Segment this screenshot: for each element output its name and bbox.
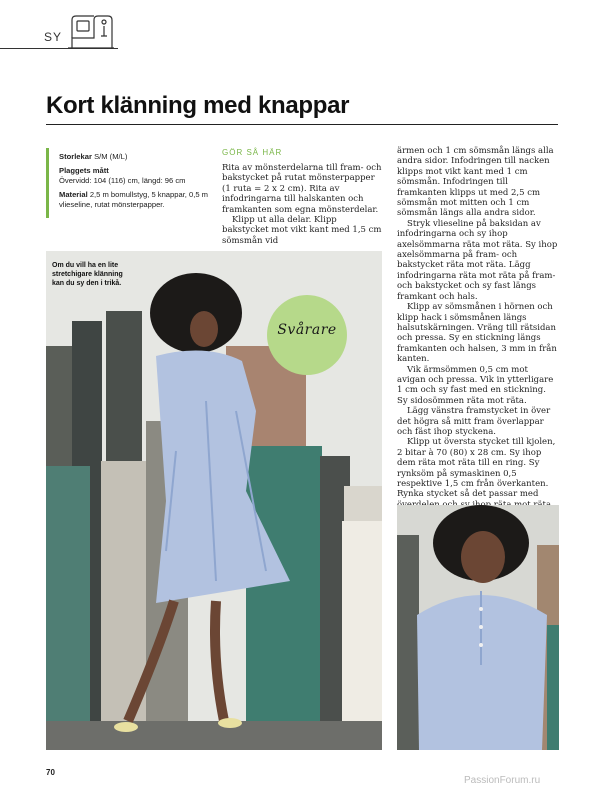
material-label: Material: [59, 189, 88, 199]
paragraph: Vik ärmsömmen 0,5 cm mot avigan och pressa. Vik in ytterligare 1 cm och sy fast med en stickning. Sy sidosömmen räta mot räta.: [397, 364, 554, 406]
paragraph: Klipp ut översta stycket till kjolen, 2 bitar à 70 (80) x 28 cm. Sy ihop dem räta mot räta till en ring. Sy rynksöm på symaskinen 0,5 respektive 1,5 cm från överkanten. Rynka stycket så det passar med: [397, 437, 556, 500]
difficulty-badge-label: Svårare: [277, 322, 337, 338]
measure-value: Övervidd: 104 (116) cm, längd: 96 cm: [59, 176, 186, 185]
instructions-column-2: [397, 146, 559, 552]
paragraph: Klipp ut alla delar. Klipp bakstycket mot vikt kant med 1,5 cm sömsmån vid: [222, 215, 382, 246]
detail-photo: [397, 505, 559, 750]
measure-label: Plaggets mått: [59, 165, 109, 175]
sewing-machine-icon: [64, 12, 116, 50]
size-value: S/M (M/L): [94, 152, 128, 161]
paragraph: Rita av mönsterdelarna till fram- och bakstycket på rutat mönsterpapper (1 ruta = 2 x 2 cm). Rita av infodringarna till halskanten och framkanten som egna mönsterdelar.: [222, 163, 382, 215]
paragraph: Lägg vänstra framstycket in över det högra så mitt fram överlappar och fäst ihop styckena.: [397, 406, 551, 437]
paragraph: Klipp av sömsmånen i hörnen och klipp hack i sömsmånen längs halsutskärningen. Vräng till rätsidan och pressa. Sy en stickning längs framkanten och halsen, 3 mm in från kanten.: [397, 302, 557, 365]
section-label: SY: [44, 30, 63, 44]
page-title: Kort klänning med knappar: [46, 92, 350, 119]
watermark: PassionForum.ru: [464, 775, 541, 786]
paragraph: Stryk vlieseline på baksidan av infodringarna och sy ihop axelsömmarna räta mot räta. Sy ihop axelsömmarna på fram- och bakstycket räta mot räta. Lägg infodringarna räta mot räta på fram- och bakstycket och sy fast längs framkant och hals.: [397, 218, 558, 302]
pattern-info-box: [46, 148, 223, 218]
photo-caption: Om du vill ha en lite stretchigare klänning kan du sy den i trikå.: [52, 262, 123, 287]
page-number: 70: [46, 768, 55, 777]
steps-heading: GÖR SÅ HÄR: [222, 148, 283, 157]
size-label: Storlekar: [59, 152, 92, 161]
title-rule: [46, 124, 558, 125]
paragraph: ärmen och 1 cm sömsmån längs alla andra sidor. Infodringen till nacken klipps mot vikt kant med 1 cm sömsmån. Infodringen till framkanten klipps ut med 2,5 cm sömsmån mot mitten och 1 cm sömsmån längs alla andra sidor.: [397, 146, 554, 219]
material-value: 2,5 m bomullstyg, 5 knappar, 0,5 m vlieseline, rutat mönsterpapper.: [59, 189, 209, 209]
instructions-column-1: [222, 163, 382, 246]
